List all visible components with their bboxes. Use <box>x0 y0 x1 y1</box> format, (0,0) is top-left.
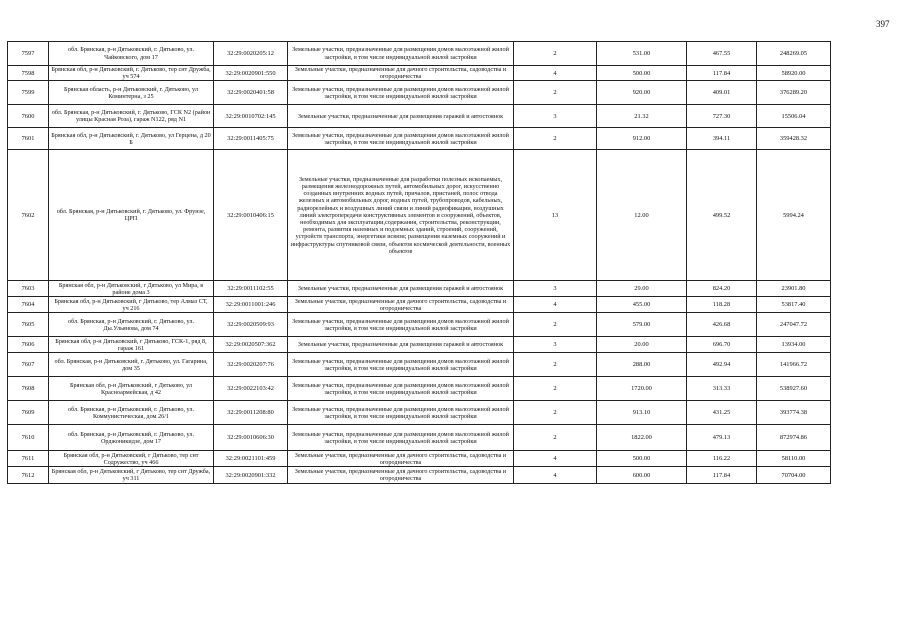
table-row <box>8 150 831 281</box>
use-group-cell: 4 <box>514 451 597 467</box>
land-use-cell: Земельные участки, предназначенные для размещения домов малоэтажной жилой застройки, в том числе индивидуальной жилой застройки <box>288 353 514 377</box>
row-number: 7597 <box>8 42 49 66</box>
cadastral-number-cell: 32:29:0020901:332 <box>214 467 288 484</box>
land-use-cell: Земельные участки, предназначенные для размещения домов малоэтажной жилой застройки, в том числе индивидуальной жилой застройки <box>288 128 514 150</box>
area-cell: 288.00 <box>597 353 687 377</box>
address-cell: Брянская обл, р-н Дятьковский, г Дятьково, ГСК-1, ряд 8, гараж 161 <box>49 337 214 353</box>
address-cell: Брянская обл, р-н Дятьковский, г Дятьково, ул Мира, в районе дома 3 <box>49 281 214 297</box>
cadastral-number-cell: 32:29:0011102:55 <box>214 281 288 297</box>
area-cell: 531.00 <box>597 42 687 66</box>
use-group-cell: 4 <box>514 297 597 313</box>
cadastral-number-cell: 32:29:0011001:246 <box>214 297 288 313</box>
row-number: 7612 <box>8 467 49 484</box>
use-group-cell: 3 <box>514 105 597 128</box>
use-group-cell: 2 <box>514 313 597 337</box>
table-row <box>8 467 831 484</box>
cadastral-number-cell: 32:29:0022103:42 <box>214 377 288 401</box>
use-group-cell: 2 <box>514 42 597 66</box>
cadastral-value-cell: 247047.72 <box>757 313 831 337</box>
use-group-cell: 2 <box>514 81 597 105</box>
address-cell: Брянская обл, р-н Дятьковский, г Дятьково, тер Алмаз СТ, уч 216 <box>49 297 214 313</box>
table-row <box>8 401 831 425</box>
row-number: 7608 <box>8 377 49 401</box>
cadastral-number-cell: 32:29:0010702:145 <box>214 105 288 128</box>
area-cell: 455.00 <box>597 297 687 313</box>
specific-value-cell: 426.68 <box>687 313 757 337</box>
row-number: 7601 <box>8 128 49 150</box>
area-cell: 579.00 <box>597 313 687 337</box>
area-cell: 500.00 <box>597 451 687 467</box>
cadastral-value-cell: 58920.00 <box>757 66 831 81</box>
cadastral-value-cell: 376289.20 <box>757 81 831 105</box>
row-number: 7599 <box>8 81 49 105</box>
address-cell: обл. Брянская, р-н Дятьковский, г. Дятьково, ул. Коммунистическая, дом 26/1 <box>49 401 214 425</box>
land-use-cell: Земельные участки, предназначенные для размещения гаражей и автостоянок <box>288 105 514 128</box>
table-row <box>8 281 831 297</box>
cadastral-number-cell: 32:29:0011208:80 <box>214 401 288 425</box>
area-cell: 29.00 <box>597 281 687 297</box>
use-group-cell: 2 <box>514 401 597 425</box>
specific-value-cell: 467.55 <box>687 42 757 66</box>
table-row <box>8 425 831 451</box>
cadastral-number-cell: 32:29:0020507:362 <box>214 337 288 353</box>
row-number: 7603 <box>8 281 49 297</box>
area-cell: 1822.00 <box>597 425 687 451</box>
use-group-cell: 2 <box>514 128 597 150</box>
specific-value-cell: 118.28 <box>687 297 757 313</box>
row-number: 7604 <box>8 297 49 313</box>
table-row <box>8 451 831 467</box>
cadastral-value-cell: 393774.38 <box>757 401 831 425</box>
land-use-cell: Земельные участки, предназначенные для дачного строительства, садоводства и огородничества <box>288 66 514 81</box>
address-cell: Брянская обл, р-н Дятьковский, г. Дятьково, тер снт Дружба, уч 574 <box>49 66 214 81</box>
cadastral-value-cell: 23901.80 <box>757 281 831 297</box>
cadastral-value-cell: 538927.60 <box>757 377 831 401</box>
cadastral-number-cell: 32:29:0010606:30 <box>214 425 288 451</box>
area-cell: 600.00 <box>597 467 687 484</box>
address-cell: обл. Брянская, р-н Дятьковский, г. Дятьково, ул. Гагарина, дом 35 <box>49 353 214 377</box>
land-use-cell: Земельные участки, предназначенные для размещения домов малоэтажной жилой застройки, в том числе индивидуальной жилой застройки <box>288 401 514 425</box>
specific-value-cell: 313.33 <box>687 377 757 401</box>
address-cell: обл. Брянская, р-н Дятьковский, г. Дятьково, ул. Орджоникидзе, дом 17 <box>49 425 214 451</box>
cadastral-value-cell: 53817.40 <box>757 297 831 313</box>
area-cell: 913.10 <box>597 401 687 425</box>
cadastral-number-cell: 32:29:0020205:12 <box>214 42 288 66</box>
address-cell: Брянская область, р-н Дятьковский, г. Дятьково, ул Коминтерна, з 25 <box>49 81 214 105</box>
table-row <box>8 42 831 66</box>
land-use-cell: Земельные участки, предназначенные для размещения гаражей и автостоянок <box>288 337 514 353</box>
table-row <box>8 353 831 377</box>
address-cell: Брянская обл, р-н Дятьковский, г. Дятьково, ул Герцена, д 20 Б <box>49 128 214 150</box>
address-cell: обл. Брянская, р-н Дятьковский, г. Дятьково, ул. Чайковского, дом 17 <box>49 42 214 66</box>
row-number: 7607 <box>8 353 49 377</box>
use-group-cell: 3 <box>514 281 597 297</box>
specific-value-cell: 117.84 <box>687 467 757 484</box>
row-number: 7611 <box>8 451 49 467</box>
land-use-cell: Земельные участки, предназначенные для размещения домов малоэтажной жилой застройки, в том числе индивидуальной жилой застройки <box>288 42 514 66</box>
cadastral-value-cell: 13934.00 <box>757 337 831 353</box>
specific-value-cell: 696.70 <box>687 337 757 353</box>
table-row <box>8 377 831 401</box>
area-cell: 912.00 <box>597 128 687 150</box>
use-group-cell: 13 <box>514 150 597 281</box>
area-cell: 20.00 <box>597 337 687 353</box>
cadastral-value-cell: 5994.24 <box>757 150 831 281</box>
row-number: 7609 <box>8 401 49 425</box>
table-row <box>8 105 831 128</box>
row-number: 7610 <box>8 425 49 451</box>
specific-value-cell: 431.25 <box>687 401 757 425</box>
specific-value-cell: 492.94 <box>687 353 757 377</box>
specific-value-cell: 727.30 <box>687 105 757 128</box>
land-use-cell: Земельные участки, предназначенные для дачного строительства, садоводства и огородничества <box>288 467 514 484</box>
specific-value-cell: 409.01 <box>687 81 757 105</box>
row-number: 7606 <box>8 337 49 353</box>
row-number: 7600 <box>8 105 49 128</box>
area-cell: 500.00 <box>597 66 687 81</box>
land-use-cell: Земельные участки, предназначенные для разработки полезных ископаемых, размещения железнодорожных путей, автомобильных дорог, искусственно созданных внутренних водных путей, причалов, пристаней, полос отвода железных и автомобильных дорог, водных путей, трубопроводов, кабельных, радиорелейных и воздушных линий связи и линий радиофикации, воздушных линий электропередачи конструктивных элементов и сооружений, объектов, необходимых для эксплуатации,содержания, строительства, реконструкции, ремонта, развития наземных и подземных зданий, строений, сооружений, устройств транспорта, энергетики исвязи; размещения наземных сооружений и инфраструктуры спутниковой связи, объектов космической деятельности, военных объектов <box>288 150 514 281</box>
cadastral-value-cell: 58110.00 <box>757 451 831 467</box>
use-group-cell: 3 <box>514 337 597 353</box>
specific-value-cell: 117.84 <box>687 66 757 81</box>
address-cell: Брянская обл, р-н Дятьковский, г Дятьково, тер снт Дружба, уч 311 <box>49 467 214 484</box>
cadastral-value-cell: 872974.86 <box>757 425 831 451</box>
row-number: 7602 <box>8 150 49 281</box>
address-cell: обл. Брянская, р-н Дятьковский, г. Дятьково, ул. Ды.Ульянова, дом 74 <box>49 313 214 337</box>
table-row <box>8 81 831 105</box>
cadastral-value-cell: 141966.72 <box>757 353 831 377</box>
row-number: 7605 <box>8 313 49 337</box>
land-use-cell: Земельные участки, предназначенные для дачного строительства, садоводства и огородничества <box>288 297 514 313</box>
cadastral-number-cell: 32:29:0020509:93 <box>214 313 288 337</box>
land-use-cell: Земельные участки, предназначенные для размещения домов малоэтажной жилой застройки, в том числе индивидуальной жилой застройки <box>288 425 514 451</box>
land-use-cell: Земельные участки, предназначенные для размещения домов малоэтажной жилой застройки, в том числе индивидуальной жилой застройки <box>288 81 514 105</box>
use-group-cell: 2 <box>514 377 597 401</box>
specific-value-cell: 116.22 <box>687 451 757 467</box>
address-cell: обл. Брянская, р-н Дятьковский, г. Дятьково, ул. Фрунзе, ЦРП <box>49 150 214 281</box>
area-cell: 920.00 <box>597 81 687 105</box>
use-group-cell: 4 <box>514 66 597 81</box>
land-use-cell: Земельные участки, предназначенные для размещения домов малоэтажной жилой застройки, в том числе индивидуальной жилой застройки <box>288 377 514 401</box>
use-group-cell: 2 <box>514 425 597 451</box>
area-cell: 12.00 <box>597 150 687 281</box>
table-row <box>8 337 831 353</box>
use-group-cell: 4 <box>514 467 597 484</box>
table-row <box>8 66 831 81</box>
land-use-cell: Земельные участки, предназначенные для размещения гаражей и автостоянок <box>288 281 514 297</box>
row-number: 7598 <box>8 66 49 81</box>
cadastral-number-cell: 32:29:0021101:459 <box>214 451 288 467</box>
cadastral-value-cell: 15506.04 <box>757 105 831 128</box>
area-cell: 21.32 <box>597 105 687 128</box>
use-group-cell: 2 <box>514 353 597 377</box>
cadastral-value-cell: 70704.00 <box>757 467 831 484</box>
address-cell: обл. Брянская, р-н Дятьковский, г. Дятьково, ГСК N2 (район улицы Красная Роза), гараж N122, ряд N1 <box>49 105 214 128</box>
address-cell: Брянская обл, р-н Дятьковский, г Дятьково, тер снт Содружество, уч 466 <box>49 451 214 467</box>
land-use-cell: Земельные участки, предназначенные для дачного строительства, садоводства и огородничества <box>288 451 514 467</box>
cadastral-number-cell: 32:29:0020901:550 <box>214 66 288 81</box>
page-number: 397 <box>876 19 890 29</box>
table-body <box>8 42 831 484</box>
cadastral-number-cell: 32:29:0011405:75 <box>214 128 288 150</box>
specific-value-cell: 499.52 <box>687 150 757 281</box>
land-use-cell: Земельные участки, предназначенные для размещения домов малоэтажной жилой застройки, в том числе индивидуальной жилой застройки <box>288 313 514 337</box>
cadastral-value-cell: 359428.32 <box>757 128 831 150</box>
cadastral-number-cell: 32:29:0020207:76 <box>214 353 288 377</box>
cadastral-value-table <box>7 41 831 484</box>
cadastral-number-cell: 32:29:0010406:15 <box>214 150 288 281</box>
specific-value-cell: 479.13 <box>687 425 757 451</box>
cadastral-value-cell: 248269.05 <box>757 42 831 66</box>
specific-value-cell: 394.11 <box>687 128 757 150</box>
table-row <box>8 128 831 150</box>
table-row <box>8 297 831 313</box>
cadastral-number-cell: 32:29:0020401:58 <box>214 81 288 105</box>
specific-value-cell: 824.20 <box>687 281 757 297</box>
area-cell: 1720.00 <box>597 377 687 401</box>
table-row <box>8 313 831 337</box>
address-cell: Брянская обл, р-н Дятьковский, г Дятьково, ул Красноармейская, д 42 <box>49 377 214 401</box>
